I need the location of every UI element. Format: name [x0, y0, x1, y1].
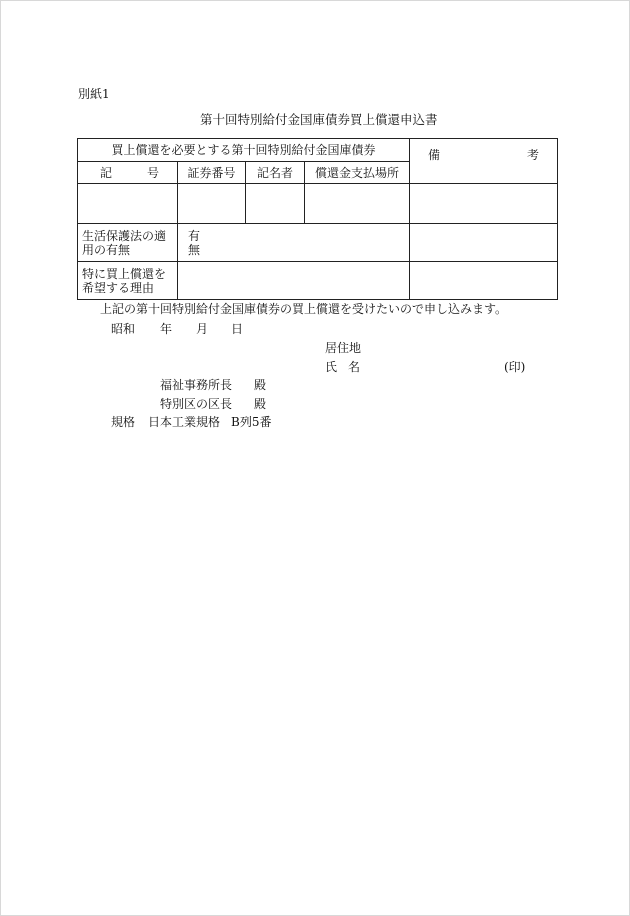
- date-day: 日: [231, 322, 244, 336]
- date-year: 年: [160, 322, 173, 336]
- remarks-header-cell: [410, 139, 558, 184]
- cert-number-entry-cell[interactable]: [178, 184, 246, 224]
- date-era: 昭和: [111, 322, 136, 336]
- reason-label-cell: [78, 262, 178, 300]
- welfare-option-no[interactable]: 無: [188, 242, 201, 257]
- payment-place-header: 償還金支払場所: [305, 162, 410, 184]
- application-statement: 上記の第十回特別給付金国庫債券の買上償還を受けたいので申し込みます。: [100, 302, 508, 316]
- symbol-char-1: 記: [100, 165, 113, 180]
- welfare-law-label-line-2: 用の有無: [82, 242, 131, 257]
- remarks-char-2: 考: [527, 148, 540, 162]
- bond-header-cell: 買上償還を必要とする第十回特別給付金国庫債券: [78, 139, 410, 162]
- welfare-options-cell[interactable]: [178, 224, 410, 262]
- name-char-2: 名: [348, 360, 361, 374]
- seal-mark: (印): [504, 360, 526, 374]
- symbol-char-2: 号: [146, 165, 159, 180]
- symbol-header-cell: [78, 162, 178, 184]
- name-char-1: 氏: [325, 360, 338, 374]
- addressee-ward-honorific: 殿: [254, 397, 267, 411]
- reason-remarks-cell[interactable]: [410, 262, 558, 300]
- cert-number-header: 証券番号: [178, 162, 246, 184]
- reason-label-line-2: 希望する理由: [82, 280, 155, 295]
- symbol-entry-cell[interactable]: [78, 184, 178, 224]
- registered-name-entry-cell[interactable]: [246, 184, 305, 224]
- date-month: 月: [196, 322, 209, 336]
- attachment-label: 別紙1: [78, 87, 110, 101]
- standard-size: B列5番: [231, 415, 272, 429]
- address-label: 居住地: [325, 341, 362, 355]
- form-title: 第十回特別給付金国庫債券買上償還申込書: [200, 112, 438, 127]
- standard-value: 日本工業規格: [148, 415, 221, 429]
- remarks-char-1: 備: [428, 148, 441, 162]
- standard-label: 規格: [111, 415, 136, 429]
- payment-place-entry-cell[interactable]: [305, 184, 410, 224]
- registered-name-header: 記名者: [246, 162, 305, 184]
- addressee-ward-chief: 特別区の区長: [160, 397, 233, 411]
- reason-entry-cell[interactable]: [178, 262, 410, 300]
- reason-label-line-1: 特に買上償還を: [82, 266, 167, 281]
- addressee-welfare-office: 福祉事務所長: [160, 378, 233, 392]
- addressee-welfare-honorific: 殿: [254, 378, 267, 392]
- remarks-entry-cell[interactable]: [410, 184, 558, 224]
- welfare-law-label-line-1: 生活保護法の適: [82, 228, 167, 243]
- welfare-remarks-cell[interactable]: [410, 224, 558, 262]
- welfare-option-yes[interactable]: 有: [188, 228, 201, 243]
- application-table: [77, 138, 558, 300]
- welfare-law-label-cell: [78, 224, 178, 262]
